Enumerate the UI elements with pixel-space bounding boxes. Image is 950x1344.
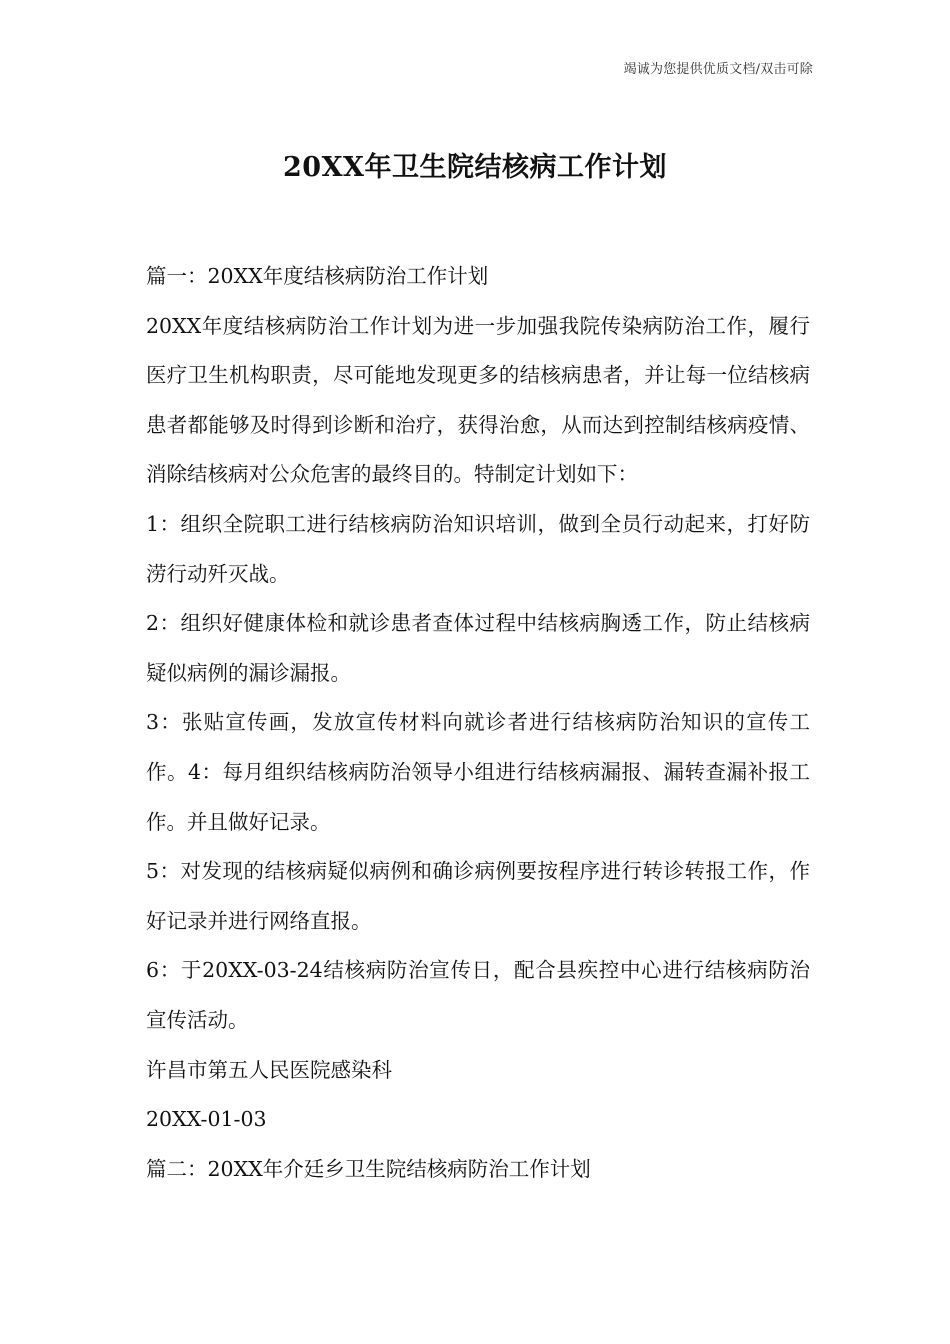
signature-department: 许昌市第五人民医院感染科 (146, 1057, 392, 1082)
header-note: 竭诚为您提供优质文档/双击可除 (623, 62, 813, 77)
document-body (146, 252, 810, 1194)
document-title: 20XX年卫生院结核病工作计划 (283, 152, 667, 183)
plan-item-5: 5：对发现的结核病疑似病例和确诊病例要按程序进行转诊转报工作，作好记录并进行网络直报。 (146, 859, 810, 933)
plan-item-3-4: 3：张贴宣传画，发放宣传材料向就诊者进行结核病防治知识的宣传工作。4：每月组织结核病防治领导小组进行结核病漏报、漏转查漏补报工作。并且做好记录。 (146, 710, 810, 834)
plan-item-2: 2：组织好健康体检和就诊患者查体过程中结核病胸透工作，防止结核病疑似病例的漏诊漏报。 (146, 611, 810, 685)
signature-date: 20XX-01-03 (146, 1107, 267, 1132)
plan-item-1: 1：组织全院职工进行结核病防治知识培训，做到全员行动起来，打好防涝行动歼灭战。 (146, 511, 810, 586)
section-heading-2: 篇二：20XX年介廷乡卫生院结核病防治工作计划 (146, 1156, 591, 1181)
plan-item-6: 6：于20XX-03-24结核病防治宣传日，配合县疾控中心进行结核病防治宣传活动。 (146, 958, 810, 1032)
section-heading-1: 篇一：20XX年度结核病防治工作计划 (146, 264, 489, 288)
intro-paragraph: 20XX年度结核病防治工作计划为进一步加强我院传染病防治工作，履行医疗卫生机构职责，尽可能地发现更多的结核病患者，并让每一位结核病患者都能够及时得到诊断和治疗，获得治愈，从而达到控制结核病疫情、消除结核病对公众危害的最终目的。特制定计划如下： (146, 313, 810, 487)
